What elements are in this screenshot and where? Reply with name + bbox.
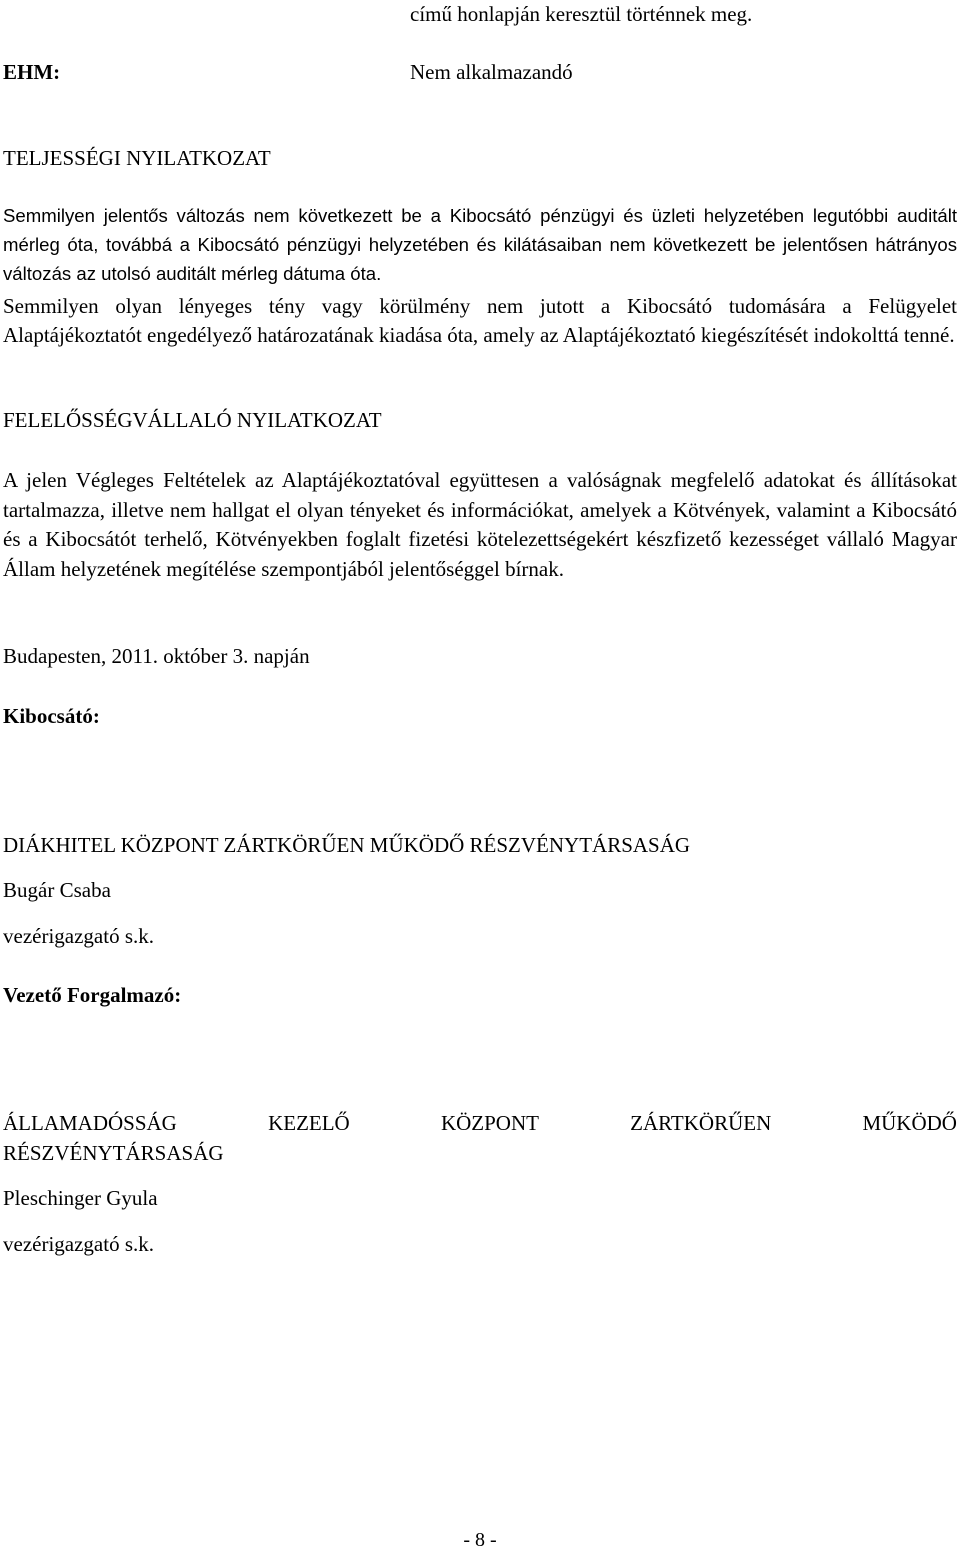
responsibility-heading: FELELŐSSÉGVÁLLALÓ NYILATKOZAT	[3, 408, 382, 432]
issuer-label: Kibocsátó:	[3, 704, 100, 728]
company-word: MŰKÖDŐ	[862, 1111, 957, 1135]
company-word: KEZELŐ	[268, 1111, 350, 1135]
issuer-person: Bugár Csaba	[3, 878, 111, 902]
issuer-title: vezérigazgató s.k.	[3, 924, 155, 948]
ehm-label: EHM:	[3, 60, 61, 84]
issuer-company: DIÁKHITEL KÖZPONT ZÁRTKÖRŰEN MŰKÖDŐ RÉSZVÉNYTÁRSASÁG	[3, 833, 691, 857]
place-date: Budapesten, 2011. október 3. napján	[3, 644, 310, 668]
completeness-paragraph-2: Semmilyen olyan lényeges tény vagy körülmény nem jutott a Kibocsátó tudomására a Felügyelet Alaptájékoztatót engedélyező határozatának kiadása óta, amely az Alaptájékoztató kiegészítését indokolttá tenné.	[3, 294, 957, 347]
lead-manager-company-line-1	[3, 1111, 957, 1136]
ehm-value: Nem alkalmazandó	[410, 60, 573, 84]
page-number: - 8 -	[463, 1529, 497, 1551]
company-word: ÁLLAMADÓSSÁG	[3, 1111, 177, 1135]
company-word: ZÁRTKÖRŰEN	[630, 1111, 772, 1135]
responsibility-paragraph: A jelen Végleges Feltételek az Alaptájékoztatóval együttesen a valóságnak megfelelő adatokat és állításokat tartalmazza, illetve nem hallgat el olyan tényeket és információkat, amelyek a Kötvények, valamint a Kibocsátó és a Kibocsátót terhelő, Kötvényekben foglalt fizetési kötelezettségekért készfizető kezességet vállaló Magyar Állam helyzetének megítélése szempontjából jelentőséggel bírnak.	[3, 468, 957, 581]
lead-manager-company-line-2: RÉSZVÉNYTÁRSASÁG	[3, 1141, 224, 1165]
lead-manager-person: Pleschinger Gyula	[3, 1186, 158, 1210]
completeness-heading: TELJESSÉGI NYILATKOZAT	[3, 146, 271, 170]
continuation-text: című honlapján keresztül történnek meg.	[410, 2, 753, 26]
completeness-paragraph-1: Semmilyen jelentős változás nem következett be a Kibocsátó pénzügyi és üzleti helyzetében legutóbbi auditált mérleg óta, továbbá a Kibocsátó pénzügyi helyzetében és kilátásaiban nem következett be jelentősen hátrányos változás az utolsó auditált mérleg dátuma óta.	[3, 205, 957, 284]
company-word: KÖZPONT	[440, 1111, 539, 1135]
lead-manager-title: vezérigazgató s.k.	[3, 1232, 155, 1256]
lead-manager-label: Vezető Forgalmazó:	[3, 983, 182, 1007]
